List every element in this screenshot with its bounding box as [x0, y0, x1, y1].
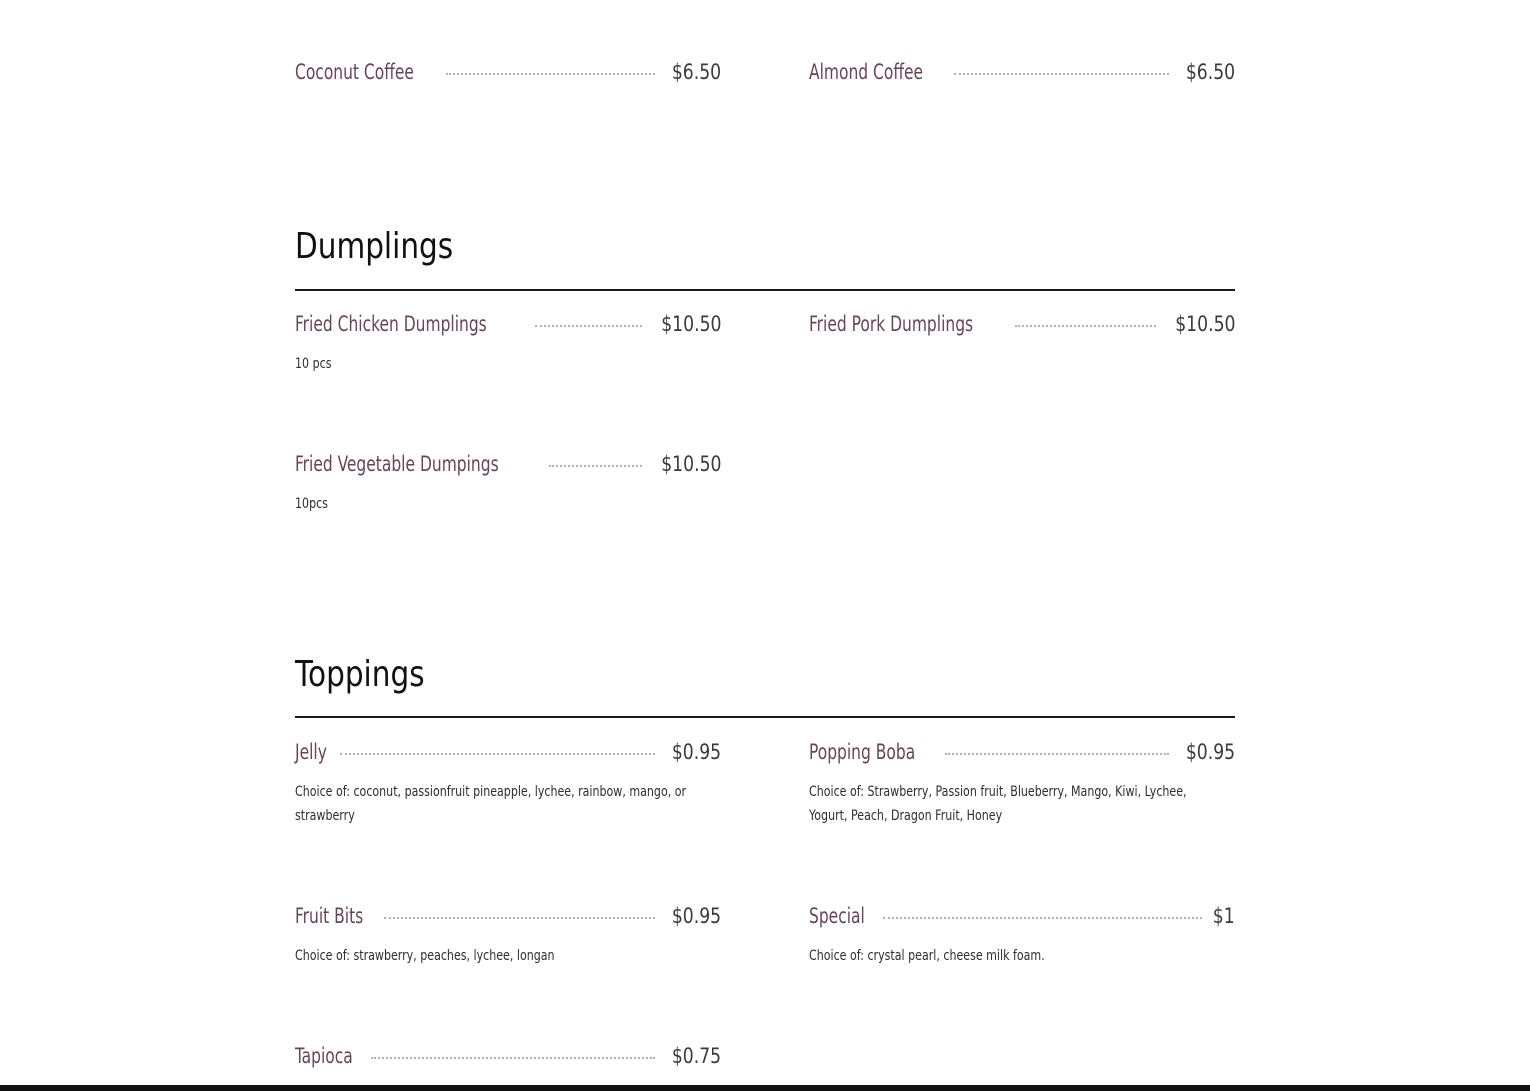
item-name: Popping Boba	[809, 740, 916, 764]
section-divider	[295, 716, 1235, 718]
item-description: Choice of: crystal pearl, cheese milk foam.	[809, 948, 1045, 964]
item-name: Fruit Bits	[295, 904, 364, 928]
dot-leader	[535, 325, 642, 327]
menu-item-fried-chicken-dumplings	[295, 312, 721, 376]
item-name: Coconut Coffee	[295, 60, 414, 84]
item-description: 10pcs	[295, 496, 328, 512]
item-name: Tapioca	[295, 1044, 353, 1068]
dot-leader	[954, 73, 1169, 75]
item-name: Special	[809, 904, 865, 928]
item-name: Jelly	[295, 740, 327, 764]
item-description: Choice of: Strawberry, Passion fruit, Blueberry, Mango, Kiwi, Lychee, Yogurt, Peach, Dragon Fruit, Honey	[809, 784, 1187, 824]
menu-item-popping-boba	[809, 740, 1235, 828]
item-price: $10.50	[1174, 312, 1235, 336]
section-title-dumplings: Dumplings	[295, 226, 454, 267]
dot-leader	[371, 1057, 654, 1059]
menu-item-fried-vegetable-dumpings	[295, 452, 721, 516]
dot-leader	[945, 753, 1169, 755]
dot-leader	[549, 465, 641, 467]
dot-leader	[340, 753, 655, 755]
item-price: $6.50	[1185, 60, 1235, 84]
dot-leader	[1015, 325, 1155, 327]
menu-item-special	[809, 904, 1235, 968]
menu-item-tapioca	[295, 1044, 721, 1078]
item-price: $0.75	[671, 1044, 721, 1068]
item-description: Choice of: coconut, passionfruit pineapple, lychee, rainbow, mango, or strawberry	[295, 784, 687, 824]
bottom-edge-bar	[0, 1085, 1530, 1091]
menu-item-almond-coffee	[809, 60, 1235, 94]
item-description: Choice of: strawberry, peaches, lychee, longan	[295, 948, 555, 964]
menu-item-coconut-coffee	[295, 60, 721, 94]
dot-leader	[883, 917, 1202, 919]
item-price: $10.50	[660, 452, 721, 476]
item-price: $0.95	[1185, 740, 1235, 764]
menu-page	[295, 0, 1235, 1091]
dot-leader	[446, 73, 655, 75]
item-name: Fried Pork Dumplings	[809, 312, 974, 336]
item-price: $0.95	[671, 904, 721, 928]
item-name: Almond Coffee	[809, 60, 924, 84]
item-price: $1	[1213, 904, 1235, 928]
menu-item-fried-pork-dumplings	[809, 312, 1235, 346]
item-name: Fried Vegetable Dumpings	[295, 452, 499, 476]
section-title-toppings: Toppings	[295, 654, 425, 695]
item-price: $10.50	[660, 312, 721, 336]
menu-item-jelly	[295, 740, 721, 828]
section-divider	[295, 289, 1235, 291]
dot-leader	[384, 917, 655, 919]
item-name: Fried Chicken Dumplings	[295, 312, 487, 336]
item-price: $0.95	[671, 740, 721, 764]
item-price: $6.50	[671, 60, 721, 84]
item-description: 10 pcs	[295, 356, 332, 372]
menu-item-fruit-bits	[295, 904, 721, 968]
